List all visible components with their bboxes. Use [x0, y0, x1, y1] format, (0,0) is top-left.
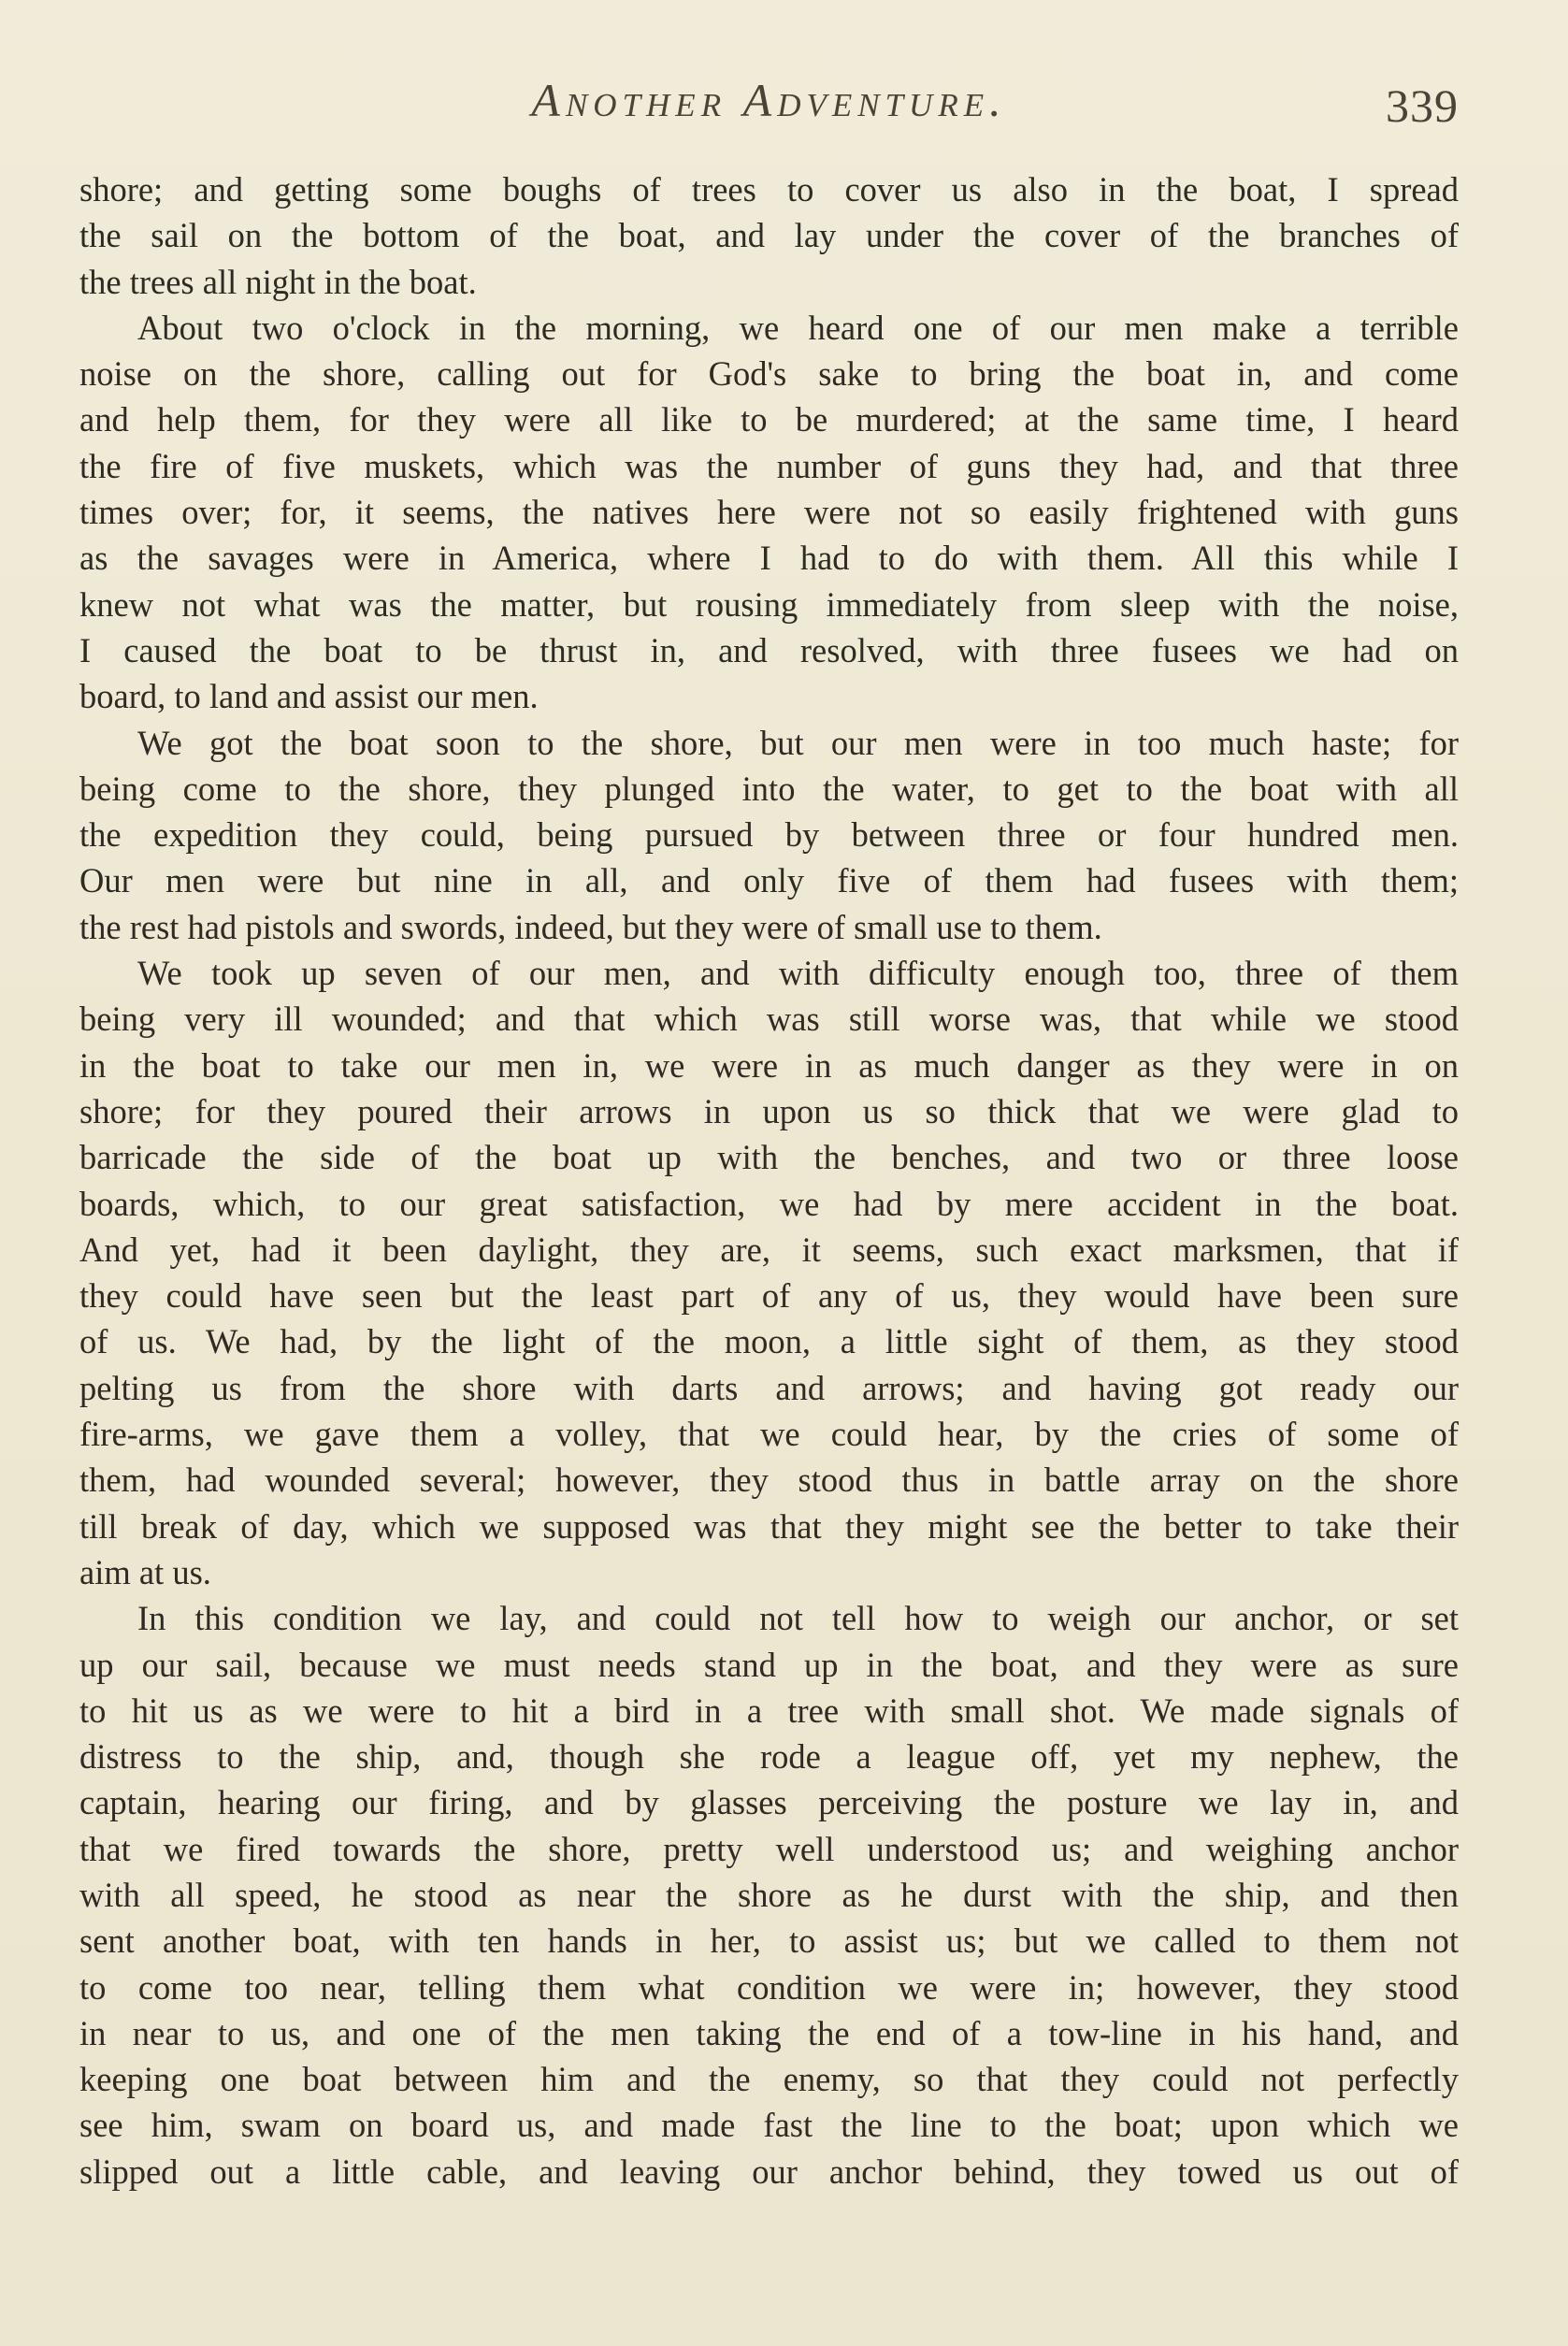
text-line: keeping one boat between him and the enemy, so that they could not perfectly [79, 2060, 1459, 2099]
text-line: they could have seen but the least part of any of us, they would have been sure [79, 1276, 1459, 1316]
text-line: And yet, had it been daylight, they are, it seems, such exact marksmen, that if [79, 1230, 1459, 1269]
text-line: barricade the side of the boat up with the benches, and two or three loose [79, 1138, 1459, 1177]
text-line: the fire of five muskets, which was the number of guns they had, and that three [79, 446, 1459, 485]
text-line: in the boat to take our men in, we were in as much danger as they were in on [79, 1045, 1459, 1085]
text-line: with all speed, he stood as near the shore as he durst with the ship, and then [79, 1875, 1459, 1914]
text-line: see him, swam on board us, and made fast the line to the boat; upon which we [79, 2106, 1459, 2145]
text-line: We took up seven of our men, and with difficulty enough too, three of them [137, 954, 1459, 993]
page-header [79, 73, 1459, 138]
text-line: noise on the shore, calling out for God's sake to bring the boat in, and come [79, 354, 1459, 394]
text-line: times over; for, it seems, the natives here were not so easily frightened with guns [79, 493, 1459, 532]
text-line: as the savages were in America, where I had to do with them. All this while I [79, 539, 1459, 578]
body-text [79, 166, 1459, 2195]
text-line: that we fired towards the shore, pretty well understood us; and weighing anchor [79, 1829, 1459, 1868]
text-line: the sail on the bottom of the boat, and lay under the cover of the branches of [79, 216, 1459, 255]
text-line: being come to the shore, they plunged into the water, to get to the boat with all [79, 769, 1459, 808]
text-line: board, to land and assist our men. [79, 677, 539, 716]
text-line: knew not what was the matter, but rousing immediately from sleep with the noise, [79, 584, 1459, 624]
text-line: We got the boat soon to the shore, but our men were in too much haste; for [137, 723, 1459, 762]
text-line: captain, hearing our firing, and by glasses perceiving the posture we lay in, and [79, 1783, 1459, 1822]
text-line: till break of day, which we supposed was that they might see the better to take their [79, 1506, 1459, 1546]
text-line: pelting us from the shore with darts and arrows; and having got ready our [79, 1368, 1459, 1407]
text-line: In this condition we lay, and could not tell how to weigh our anchor, or set [137, 1599, 1459, 1638]
text-line: aim at us. [79, 1552, 211, 1591]
text-line: distress to the ship, and, though she rode a league off, yet my nephew, the [79, 1737, 1459, 1777]
page-number: 339 [1386, 79, 1459, 132]
text-line: and help them, for they were all like to be murdered; at the same time, I heard [79, 400, 1459, 439]
text-line: up our sail, because we must needs stand up in the boat, and they were as sure [79, 1645, 1459, 1684]
text-line: the trees all night in the boat. [79, 262, 477, 301]
text-line: them, had wounded several; however, they stood thus in battle array on the shore [79, 1461, 1459, 1500]
text-line: the expedition they could, being pursued by between three or four hundred men. [79, 815, 1459, 855]
text-line: shore; and getting some boughs of trees to cover us also in the boat, I spread [79, 170, 1459, 209]
text-line: to come too near, telling them what condition we were in; however, they stood [79, 1967, 1459, 2007]
text-line: the rest had pistols and swords, indeed, but they were of small use to them. [79, 907, 1102, 946]
text-line: to hit us as we were to hit a bird in a tree with small shot. We made signals of [79, 1691, 1459, 1730]
text-line: in near to us, and one of the men taking the end of a tow-line in his hand, and [79, 2013, 1459, 2052]
text-line: boards, which, to our great satisfaction, we had by mere accident in the boat. [79, 1184, 1459, 1223]
text-line: fire-arms, we gave them a volley, that we could hear, by the cries of some of [79, 1415, 1459, 1454]
text-line: slipped out a little cable, and leaving our anchor behind, they towed us out of [79, 2152, 1459, 2191]
text-line: About two o'clock in the morning, we heard one of our men make a terrible [137, 308, 1459, 347]
text-line: Our men were but nine in all, and only five of them had fusees with them; [79, 861, 1459, 900]
text-line: being very ill wounded; and that which was still worse was, that while we stood [79, 1000, 1459, 1039]
text-line: sent another boat, with ten hands in her, to assist us; but we called to them not [79, 1921, 1459, 1961]
running-title: Another Adventure. [531, 74, 1007, 126]
text-line: I caused the boat to be thrust in, and resolved, with three fusees we had on [79, 630, 1459, 669]
text-line: shore; for they poured their arrows in upon us so thick that we were glad to [79, 1091, 1459, 1130]
text-line: of us. We had, by the light of the moon, a little sight of them, as they stood [79, 1322, 1459, 1361]
